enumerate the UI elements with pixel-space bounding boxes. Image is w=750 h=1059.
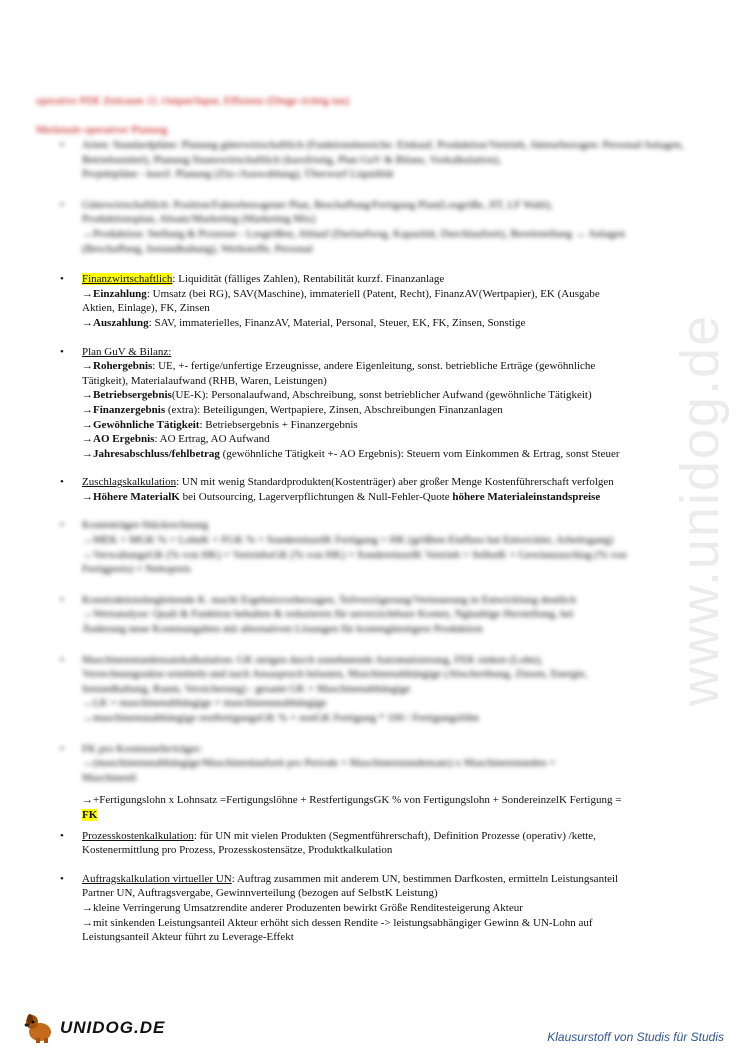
note-item (52, 138, 742, 182)
item-heading: Plan GuV & Bilanz: (82, 345, 172, 358)
item-line: →Produktion: Stellung & Prozesse - Losgrößen, Ablauf (Durlaufweg, Kapazität, Durchlaufzeit), Bereitstellung → Anlagen (82, 227, 626, 240)
section-title: Merkmale operativer Planung (36, 124, 168, 136)
item-line: →Rohergebnis: UE, +- fertige/unfertige Erzeugnisse, andere Eigenleitung, sonst. betriebliche Erträge (gewöhnliche (82, 360, 596, 373)
item-line: Tätigkeit), Materialaufwand (RHB, Waren, Leistungen) (82, 374, 327, 387)
unidog-logo[interactable] (22, 1012, 165, 1044)
item-line: →AO Ergebnis: AO Ertrag, AO Aufwand (82, 433, 270, 446)
note-item (52, 793, 742, 822)
note-item (52, 593, 742, 637)
item-line: FK (82, 808, 98, 821)
note-item (52, 742, 742, 786)
item-line: →LK = maschinenabhängige + maschinenunabhängige (82, 697, 327, 710)
item-line: →kleine Verringerung Umsatzrendite anderer Produzenten bewirkt Größe Renditesteigerung Akteur (82, 901, 523, 914)
item-line: →mit sinkenden Leistungsanteil Akteur erhöht sich dessen Rendite -> leistungsabhängiger Gewinn & UN-Lohn auf (82, 916, 593, 929)
item-line: FK pro Kostenstelle/träger: (82, 742, 203, 755)
note-item (52, 345, 742, 462)
item-line: →(maschinenunabhängige/Maschinenlaufzeit pro Periode = Maschinenstundensatz) x Maschinenstunden = (82, 757, 556, 770)
item-line: Kostenträger-Stückrechnung (82, 519, 209, 532)
item-line: →Finanzergebnis (extra): Beteiligungen, Wertpapiere, Zinsen, Abschreibungen Finanzanlagen (82, 403, 503, 416)
watermark: www.unidog.de (670, 313, 730, 707)
bullet-icon: • (60, 345, 64, 358)
item-line: Leistungsanteil Akteur führt zu Leverage-Effekt (82, 931, 294, 944)
item-line: Maschinenstundensatzkalkulation: GK steigen durch zunehmende Automatisierung, FEK sinken (Lohn), (82, 653, 543, 666)
item-line: →Betriebsergebnis(UE-K): Personalaufwand, Abschreibung, sonst betrieblicher Aufwand (gewöhnliche Tätigkeit) (82, 389, 592, 402)
item-line: →Höhere MaterialK bei Outsourcing, Lagerverpflichtungen & Null-Fehler-Quote höhere Materialeinstandspreise (82, 490, 601, 503)
item-line: Produktionsplan, Absatz/Marketing (Marketing Mix) (82, 213, 316, 226)
logo-text: UNIDOG.DE (60, 1018, 166, 1037)
item-line: →Wertanalyse: Quali & Funktion behalten & reduzieren für unverzichtbare Kosten, Nglaubige Herstellung, bei (82, 608, 574, 621)
item-line: Maschinenll (82, 771, 137, 784)
item-line: Fertigpreis) = Nettopreis (82, 563, 191, 576)
item-heading: Prozesskostenkalkulation: für UN mit vielen Produkten (Segmentführerschaft), Definition Prozesse (operativ) /kette, (82, 829, 596, 842)
bullet-icon: • (60, 519, 64, 532)
item-line: (Beschaffung, Instandhaltung), Werkstoffe, Personal (82, 242, 313, 255)
item-line: →MEK + MGK % = LohnK + FGK % = SondereinzelK Fertigung = HK (größten Einfluss hat Entwickler, Arbeitsgang) (82, 534, 614, 547)
item-line: Verrechnungssätze ermitteln und nach Ansaspruch belasten, Maschinenabhängige (Abschreibung, Zinsen, Energie, (82, 668, 588, 681)
bullet-icon: • (60, 139, 64, 151)
item-line: Güterwirtschaftlich: Position/Faktorbezogener Plan, Beschaffung/Fertigung Plan(Losgröße, JIT, LF Wahl), (82, 198, 553, 211)
item-line: →+Fertigungslohn x Lohnsatz =Fertigungslöhne + RestfertigungsGK % von Fertigungslohn + SondereinzelK Fertigung = (82, 794, 622, 807)
item-line: Änderung neue Kostenangaben mit alternativen Lösungen für kostengünstigere Produktion (82, 623, 483, 636)
item-heading: Auftragskalkulation virtueller UN: Auftrag zusammen mit anderem UN, bestimmen Darfkosten, ermitteln Leistungsanteil (82, 872, 619, 885)
item-line: →VerwaltungsGK (% von HK) + VertriebsGK (% von HK) + SondereinzelK Vertrieb = SelbstK + Gewinnzuschlag (% von (82, 548, 627, 561)
bullet-icon: • (60, 829, 64, 842)
item-line: Partner UN, Auftragsvergabe, Gewinnverteilung (bezogen auf SelbstK Leistung) (82, 887, 438, 900)
item-line: Instandhaltung, Raum, Versicherung) - gesamt GK = Maschinenabhängige (82, 682, 411, 695)
note-item (52, 198, 742, 256)
item-line: →Auszahlung: SAV, immaterielles, FinanzAV, Material, Personal, Steuer, EK, FK, Zinsen, Sonstige (82, 316, 526, 329)
item-line: →maschinenunabhängige restfertigungsGK % + restGK Fertigung * 100 / Fertigungslöhn (82, 712, 479, 724)
item-line: Projektpläne - kurzf. Planung (Ziu-/Auswahlung), Überwurf Liquidität (82, 168, 394, 181)
item-heading: Finanzwirtschaftlich: Liquidität (fälliges Zahlen), Rentabilität kurzf. Finanzanlage (82, 273, 445, 286)
note-item (52, 475, 742, 504)
bullet-icon: • (60, 273, 64, 286)
item-line: →Gewöhnliche Tätigkeit: Betriebsergebnis + Finanzergebnis (82, 418, 358, 431)
bullet-icon: • (60, 476, 64, 489)
item-heading: Zuschlagskalkulation: UN mit wenig Standardprodukten(Kostenträger) aber großer Menge Kostenführerschaft verfolgen (82, 476, 614, 489)
item-line: →Jahresabschluss/fehlbetrag (gewöhnliche Tätigkeit +- AO Ergebnis): Steuern vom Einkommen & Ertrag, sonst Steuer (82, 447, 620, 460)
bullet-icon: • (60, 593, 64, 606)
item-line: Konstruktionsbegleitende K. macht Ergebnisvorhersagen, Teilverzögerung/Verteuerung in Entwicklung deutlich (82, 593, 576, 606)
note-item (52, 829, 742, 858)
notes-list (52, 138, 742, 953)
bullet-icon: • (60, 742, 64, 755)
intro-line: operative PDE Zeitraum 1J, Output/Input, Effizienz (Dinge richtig tun) (36, 95, 350, 107)
bullet-icon: • (60, 653, 64, 666)
bullet-icon: • (60, 198, 64, 211)
note-item (52, 872, 742, 945)
note-item (52, 653, 742, 726)
footer-tagline: Klausurstoff von Studis für Studis (547, 1030, 724, 1044)
item-line: Arten: Standardpläne: Planung güterwirtschaftlich (Funktionsbereiche: Einkauf, Produktion/Vertrieb, Akteurbezogen: Personal/Anlagen, Betriebsmittel), Planung finanzwirtschaftlich (kurzfristig, Plan GuV & Bilanz, Vorkalkulation), (82, 139, 684, 166)
item-line: Kostenermittlung pro Prozess, Prozesskostensätze, Produktkalkulation (82, 844, 393, 857)
item-line: →Einzahlung: Umsatz (bei RG), SAV(Maschine), immateriell (Patent, Recht), FinanzAV(Wertpapier), EK (Ausgabe (82, 287, 600, 300)
dog-icon (22, 1012, 58, 1044)
bullet-icon: • (60, 872, 64, 885)
note-item (52, 518, 742, 576)
item-line: Aktien, Einlage), FK, Zinsen (82, 302, 210, 315)
note-item (52, 272, 742, 330)
